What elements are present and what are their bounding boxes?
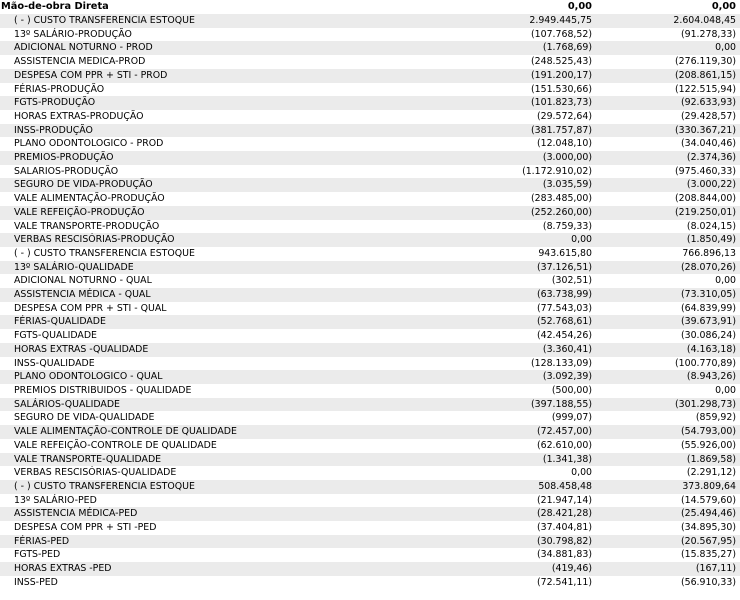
table-row xyxy=(0,411,740,425)
row-value-col2: (330.367,21) xyxy=(596,124,740,138)
row-value-col1: (101.823,73) xyxy=(446,96,596,110)
table-row xyxy=(0,261,740,275)
row-value-col1: (3.035,59) xyxy=(446,178,596,192)
row-value-col1: (1.341,38) xyxy=(446,453,596,467)
table-row xyxy=(0,288,740,302)
row-value-col1: (107.768,52) xyxy=(531,28,592,40)
table-row xyxy=(0,357,740,371)
row-value-col1: (12.048,10) xyxy=(536,138,592,150)
row-value-col2: (64.839,99) xyxy=(680,302,736,314)
section-header-row xyxy=(0,0,740,14)
row-value-col2: (20.567,95) xyxy=(596,535,740,549)
table-row xyxy=(0,466,740,480)
row-label: SEGURO DE VIDA-QUALIDADE xyxy=(14,412,155,424)
table-row xyxy=(0,14,740,28)
table-row xyxy=(0,535,740,549)
row-value-col1: (3.360,41) xyxy=(446,343,596,357)
row-label: SALARIOS-PRODUÇÃO xyxy=(14,165,119,177)
table-row xyxy=(0,178,740,192)
row-value-col1: (34.881,83) xyxy=(536,549,592,561)
row-value-col1: (37.126,51) xyxy=(446,261,596,275)
row-value-col1: (37.404,81) xyxy=(536,522,592,534)
row-value-col1: (248.525,43) xyxy=(531,56,592,68)
row-value-col1: (1.768,69) xyxy=(446,41,596,55)
row-value-col1: 2.949.445,75 xyxy=(446,14,596,28)
table-row xyxy=(0,165,740,179)
table-row xyxy=(0,124,740,138)
row-value-col2: (30.086,24) xyxy=(680,330,736,342)
row-label: INSS-PED xyxy=(14,576,58,588)
row-value-col1: (63.738,99) xyxy=(446,288,596,302)
row-value-col2: (208.861,15) xyxy=(596,69,740,83)
row-label: INSS-PRODUÇÃO xyxy=(0,124,446,138)
row-value-col2: (28.070,26) xyxy=(596,261,740,275)
row-value-col2: 2.604.048,45 xyxy=(596,14,740,28)
row-label: ADICIONAL NOTURNO - QUAL xyxy=(14,275,152,287)
table-row xyxy=(0,329,740,343)
row-label: SEGURO DE VIDA-PRODUÇÃO xyxy=(0,178,446,192)
table-row xyxy=(0,315,740,329)
row-value-col2: 373.809,64 xyxy=(596,480,740,494)
row-value-col1: (72.541,11) xyxy=(536,576,592,588)
row-label: ASSISTENCIA MÉDICA - QUAL xyxy=(0,288,446,302)
table-row xyxy=(0,110,740,124)
row-label: VALE TRANSPORTE-QUALIDADE xyxy=(0,453,446,467)
row-label: VERBAS RESCISÓRIAS-PRODUÇÃO xyxy=(0,233,446,247)
row-label: DESPESA COM PPR + STI - QUAL xyxy=(14,302,167,314)
table-row xyxy=(0,41,740,55)
row-label: HORAS EXTRAS -QUALIDADE xyxy=(0,343,446,357)
row-value-col2: (1.850,49) xyxy=(596,233,740,247)
row-label: HORAS EXTRAS-PRODUÇÃO xyxy=(14,110,144,122)
row-value-col2: (15.835,27) xyxy=(680,549,736,561)
row-value-col1: (62.610,00) xyxy=(536,439,592,451)
row-value-col1: (128.133,09) xyxy=(531,357,592,369)
table-row xyxy=(0,302,740,316)
row-value-col1: (3.092,39) xyxy=(446,370,596,384)
row-value-col1: (1.172.910,02) xyxy=(522,165,592,177)
row-value-col2: 0,00 xyxy=(715,384,736,396)
row-value-col2: (208.844,00) xyxy=(675,193,736,205)
row-label: HORAS EXTRAS -PED xyxy=(0,562,446,576)
row-value-col1: (28.421,28) xyxy=(446,507,596,521)
table-row xyxy=(0,562,740,576)
table-row xyxy=(0,384,740,398)
row-value-col1: (77.543,03) xyxy=(536,302,592,314)
row-value-col1: (151.530,66) xyxy=(531,83,592,95)
table-row xyxy=(0,206,740,220)
row-label: VALE REFEIÇÃO-PRODUÇÃO xyxy=(0,206,446,220)
table-row xyxy=(0,548,740,562)
row-label: VALE REFEIÇÃO-CONTROLE DE QUALIDADE xyxy=(14,439,217,451)
table-row xyxy=(0,83,740,97)
table-row xyxy=(0,137,740,151)
table-row xyxy=(0,96,740,110)
table-row xyxy=(0,220,740,234)
row-label: PLANO ODONTOLOGICO - QUAL xyxy=(0,370,446,384)
row-value-col2: (55.926,00) xyxy=(680,439,736,451)
row-label: PLANO ODONTOLOGICO - PROD xyxy=(14,138,164,150)
row-value-col2: (91.278,33) xyxy=(680,28,736,40)
row-value-col2: (73.310,05) xyxy=(596,288,740,302)
section-title: Mão-de-obra Direta xyxy=(1,1,109,12)
row-value-col1: 0,00 xyxy=(571,467,592,479)
row-value-col2: 0,00 xyxy=(715,275,736,287)
row-value-col1: 508.458,48 xyxy=(446,480,596,494)
row-label: PREMIOS-PRODUÇÃO xyxy=(0,151,446,165)
row-value-col2: (1.869,58) xyxy=(596,453,740,467)
row-value-col2: (975.460,33) xyxy=(675,165,736,177)
row-value-col1: (30.798,82) xyxy=(446,535,596,549)
row-value-col2: (276.119,30) xyxy=(675,56,736,68)
row-value-col2: (56.910,33) xyxy=(680,576,736,588)
row-value-col2: (2.374,36) xyxy=(596,151,740,165)
section-total-col1: 0,00 xyxy=(567,1,592,12)
table-row xyxy=(0,439,740,453)
row-value-col2: (25.494,46) xyxy=(596,507,740,521)
table-row xyxy=(0,521,740,535)
row-value-col1: 943.615,80 xyxy=(538,247,592,259)
row-value-col2: (54.793,00) xyxy=(596,425,740,439)
row-value-col2: (859,92) xyxy=(695,412,736,424)
row-label: VALE TRANSPORTE-PRODUÇÃO xyxy=(14,220,160,232)
row-value-col1: (419,46) xyxy=(446,562,596,576)
table-row xyxy=(0,233,740,247)
row-label: ADICIONAL NOTURNO - PROD xyxy=(0,41,446,55)
row-value-col2: (29.428,57) xyxy=(680,110,736,122)
row-value-col1: (52.768,61) xyxy=(446,315,596,329)
row-value-col2: (167,11) xyxy=(596,562,740,576)
row-label: SALÁRIOS-QUALIDADE xyxy=(0,398,446,412)
row-label: INSS-QUALIDADE xyxy=(14,357,95,369)
row-value-col1: (397.188,55) xyxy=(446,398,596,412)
row-label: 13º SALÁRIO-PED xyxy=(14,494,97,506)
row-label: VERBAS RESCISÓRIAS-QUALIDADE xyxy=(14,467,177,479)
row-value-col2: (4.163,18) xyxy=(596,343,740,357)
row-label: DESPESA COM PPR + STI -PED xyxy=(14,522,157,534)
table-row xyxy=(0,494,740,508)
row-value-col1: (42.454,26) xyxy=(536,330,592,342)
row-value-col2: (8.024,15) xyxy=(686,220,736,232)
row-value-col2: (122.515,94) xyxy=(675,83,736,95)
row-value-col1: (21.947,14) xyxy=(536,494,592,506)
row-value-col1: (381.757,87) xyxy=(446,124,596,138)
row-value-col1: (191.200,17) xyxy=(446,69,596,83)
row-label: ASSISTENCIA MÉDICA-PED xyxy=(0,507,446,521)
row-label: ( - ) CUSTO TRANSFERENCIA ESTOQUE xyxy=(0,480,446,494)
row-label: VALE ALIMENTAÇÃO-CONTROLE DE QUALIDADE xyxy=(0,425,446,439)
row-value-col2: (34.040,46) xyxy=(680,138,736,150)
table-row xyxy=(0,192,740,206)
row-value-col1: (72.457,00) xyxy=(446,425,596,439)
table-row xyxy=(0,425,740,439)
row-label: 13º SALÁRIO-QUALIDADE xyxy=(0,261,446,275)
row-value-col1: (29.572,64) xyxy=(536,110,592,122)
row-value-col1: (999,07) xyxy=(551,412,592,424)
row-value-col2: (301.298,73) xyxy=(596,398,740,412)
row-value-col2: (14.579,60) xyxy=(680,494,736,506)
row-label: PREMIOS DISTRIBUIDOS - QUALIDADE xyxy=(14,384,192,396)
table-row xyxy=(0,507,740,521)
row-label: ( - ) CUSTO TRANSFERENCIA ESTOQUE xyxy=(14,247,195,259)
row-label: DESPESA COM PPR + STI - PROD xyxy=(0,69,446,83)
table-row xyxy=(0,453,740,467)
row-value-col1: (302,51) xyxy=(551,275,592,287)
section-total-col2: 0,00 xyxy=(711,1,736,12)
row-label: ( - ) CUSTO TRANSFERENCIA ESTOQUE xyxy=(0,14,446,28)
row-label: FÉRIAS-PRODUÇÃO xyxy=(14,83,105,95)
table-row xyxy=(0,28,740,42)
row-value-col2: (8.943,26) xyxy=(596,370,740,384)
row-label: VALE ALIMENTAÇÃO-PRODUÇÃO xyxy=(14,193,165,205)
table-row xyxy=(0,480,740,494)
row-label: ASSISTENCIA MEDICA-PROD xyxy=(14,56,146,68)
table-row xyxy=(0,69,740,83)
row-value-col2: (92.633,93) xyxy=(596,96,740,110)
row-value-col1: (3.000,00) xyxy=(446,151,596,165)
row-label: FGTS-PRODUÇÃO xyxy=(0,96,446,110)
row-value-col1: (500,00) xyxy=(551,384,592,396)
table-row xyxy=(0,247,740,261)
row-value-col2: (39.673,91) xyxy=(596,315,740,329)
row-value-col2: 0,00 xyxy=(596,41,740,55)
row-label: FGTS-QUALIDADE xyxy=(14,330,97,342)
row-value-col2: (2.291,12) xyxy=(686,467,736,479)
table-row xyxy=(0,274,740,288)
row-value-col2: (219.250,01) xyxy=(596,206,740,220)
table-row xyxy=(0,55,740,69)
row-value-col1: 0,00 xyxy=(446,233,596,247)
table-row xyxy=(0,576,740,590)
table-row xyxy=(0,343,740,357)
table-row xyxy=(0,370,740,384)
row-label: FÉRIAS-QUALIDADE xyxy=(0,315,446,329)
row-label: 13º SALÁRIO-PRODUÇÃO xyxy=(14,28,132,40)
row-value-col2: (34.895,30) xyxy=(680,522,736,534)
row-label: FÉRIAS-PED xyxy=(0,535,446,549)
row-value-col2: (3.000,22) xyxy=(596,178,740,192)
row-value-col2: (100.770,89) xyxy=(675,357,736,369)
row-value-col2: 766.896,13 xyxy=(682,247,736,259)
table-row xyxy=(0,151,740,165)
table-row xyxy=(0,398,740,412)
row-value-col1: (252.260,00) xyxy=(446,206,596,220)
row-value-col1: (283.485,00) xyxy=(531,193,592,205)
row-value-col1: (8.759,33) xyxy=(542,220,592,232)
row-label: FGTS-PED xyxy=(14,549,61,561)
